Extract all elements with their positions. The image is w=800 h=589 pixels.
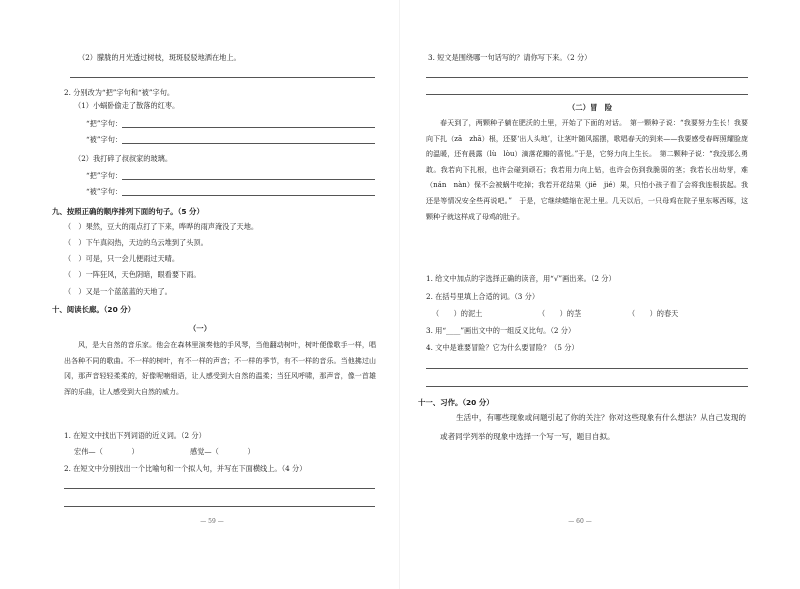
sentence-item: （ ）可是，只一会儿便雨过天晴。 [64,254,180,263]
p1-question-3: 3. 短文是围绕哪一句话写的？请你写下来。（2 分） [428,53,592,62]
p1-question-1: 1. 在短文中找出下列词语的近义词。（2 分） [64,431,206,440]
sentence-item: （ ）下午真闷热，天边的乌云堆到了头顶。 [64,238,208,247]
ba-label-2: “把”字句： [86,171,123,180]
section-10-title: 十、阅读长廊。（20 分） [52,305,136,314]
passage-1-text: 风，是大自然的音乐家。他会在森林里演奏他的手风琴，当他翻动树叶，树叶便像歌手一样，唱出各种不同的歌曲。不一样的树叶，有不一样的声音；不一样的季节，有不一样的音乐。当他拂过山冈，那声音轻轻柔柔的，好像呢喃细语，让人感受到大自然的温柔；当狂风呼啸，那声音，像一首雄浑的乐曲，让人感受到大自然的威力。 [64,341,376,396]
q1-sentence-2: （2）朦胧的月光透过树枝，斑斑驳驳地洒在地上。 [78,53,241,62]
q2-prompt: 2. 分别改为“把”字句和“被”字句。 [64,88,175,97]
q2-sentence-2: （2）我打碎了叔叔家的玻璃。 [74,154,173,163]
answer-line[interactable] [426,94,748,95]
synonym-blank-2: 感觉—（ ） [190,447,255,456]
answer-line[interactable] [64,488,375,489]
passage-1-heading: （一） [188,324,212,333]
p1-question-2: 2. 在短文中分别找出一个比喻句和一个拟人句，并写在下面横线上。（4 分） [64,464,307,473]
bei-label-2: “被”字句： [86,187,123,196]
passage-2-text: 春天到了，两颗种子躺在肥沃的土里，开始了下面的对话。 第一颗种子说：“我要努力生长！我要向下扎（zā zhā）根，还要‘出人头地’，让茎叶随风摇摆，歌唱春天的到来——我要感受春晖照耀脸庞的温暖，还有晨露（lù lòu）滴落花瓣的喜悦。”于是，它努力向上生长。 第二颗种子说：“我没那么勇敢。我若向下扎根，也许会碰到顽石；我若用力向上钻，也许会伤到我脆弱的茎；我若长出幼芽，难（nán nàn）保不会被蜗牛吃掉；我若开花结果（jiē jié）果，只怕小孩子看了会将我连根拔起。我还是等情况安全些再说吧。” 于是，它继续蜷缩在泥土里。几天以后，一只母鸡在院子里东啄西啄，这颗种子就这样成了母鸡的肚子。 [426,119,748,221]
fill-blank-2: （ ）的茎 [538,309,582,318]
q2-sentence-1: （1）小蜗卧偷走了散落的红枣。 [74,101,180,110]
answer-line[interactable] [122,179,375,180]
p2-question-4: 4. 文中是谁要冒险？它为什么要冒险？（5 分） [426,343,579,352]
page-number: — 59 — [200,518,224,525]
section-9-title: 九、按照正确的顺序排列下面的句子。（5 分） [52,207,204,216]
ba-label-1: “把”字句： [86,119,123,128]
sentence-item: （ ）果然，豆大的雨点打了下来，哗哗的雨声淹没了天地。 [64,222,259,231]
right-page [400,0,800,589]
answer-line[interactable] [426,368,748,369]
answer-line[interactable] [122,143,375,144]
sentence-item: （ ）又是一个蓝蓝蓝的天地了。 [64,287,172,296]
answer-line[interactable] [122,127,375,128]
p2-question-1: 1. 给文中加点的字选择正确的读音，用“√”画出来。（2 分） [426,274,616,283]
synonym-blank-1: 宏伟—（ ） [74,447,139,456]
bei-label-1: “被”字句： [86,135,123,144]
answer-line[interactable] [64,506,375,507]
section-11-title: 十一、习作。（20 分） [418,398,494,407]
answer-line[interactable] [426,386,748,387]
page-number: — 60 — [568,518,592,525]
p2-question-3: 3. 用“____”画出文中的一组反义比句。（2 分） [426,326,576,335]
answer-line[interactable] [70,77,375,78]
sentence-item: （ ）一阵狂风，天色阴暗，眼看要下雨。 [64,270,201,279]
answer-line[interactable] [122,195,375,196]
fill-blank-1: （ ）的泥土 [432,309,483,318]
fill-blank-3: （ ）的春天 [628,309,679,318]
composition-prompt: 生活中，有哪些现象或问题引起了你的关注？你对这些现象有什么想法？从自己发现的或者同学列举的现象中选择一个写一写，题目自拟。 [440,413,746,441]
passage-2-heading: （二）冒 险 [567,103,613,112]
p2-question-2: 2. 在括号里填上合适的词。（3 分） [426,292,540,301]
answer-line[interactable] [426,77,748,78]
